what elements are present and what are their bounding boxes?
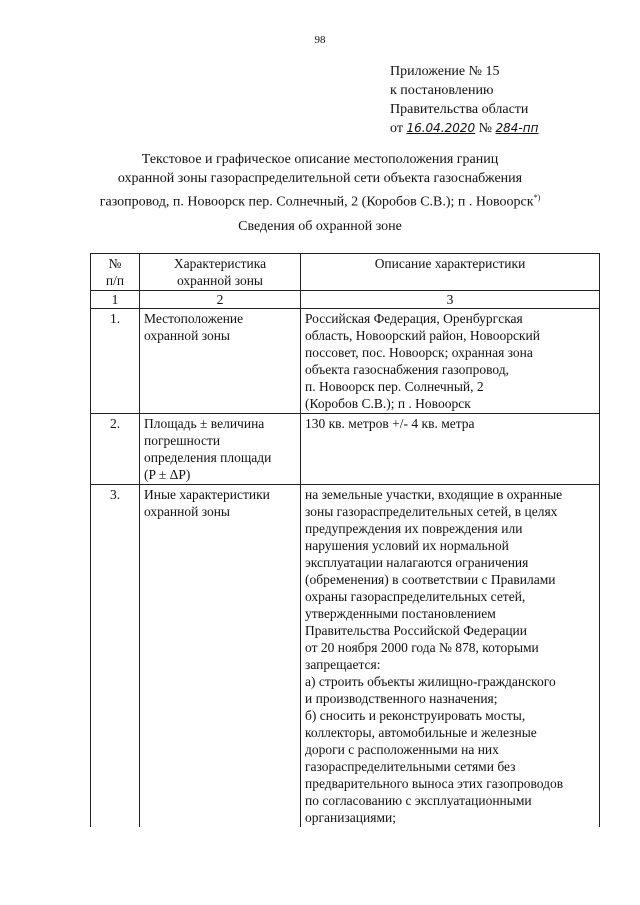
cell-line: (обременения) в соответствии с Правилами: [305, 572, 556, 587]
column-number: 1: [91, 291, 140, 309]
header-text: Характеристика: [173, 256, 267, 271]
row-characteristic: [140, 485, 301, 828]
cell-line: предупреждения их повреждения или: [305, 521, 523, 536]
cell-line: предварительного выноса этих газопроводов: [305, 776, 564, 791]
cell-line: газораспределительными сетями без: [305, 759, 516, 774]
header-text: п/п: [105, 273, 125, 288]
table-row: [91, 485, 600, 828]
column-number: 3: [301, 291, 600, 309]
date-prefix: от: [390, 121, 403, 136]
title-line-text: газопровод, п. Новоорск пер. Солнечный, 2 (Коробов С.В.); п . Новоорск: [99, 194, 534, 210]
header-cell-description: [301, 254, 600, 291]
table-row: [91, 309, 600, 414]
title-line: охранной зоны газораспределительной сети объекта газоснабжения: [117, 171, 523, 186]
cell-line: Правительства Российской Федерации: [305, 623, 527, 638]
cell-line: Местоположение: [144, 311, 244, 326]
cell-line: 130 кв. метров +/- 4 кв. метра: [305, 416, 475, 431]
document-title: [60, 150, 580, 212]
appendix-block: [390, 62, 538, 138]
cell-line: Площадь ± величина: [144, 416, 265, 431]
page-number: 98: [314, 34, 326, 46]
header-text: охранной зоны: [176, 273, 263, 288]
row-number: 2.: [91, 414, 140, 485]
cell-line: зоны газораспределительных сетей, в целях: [305, 504, 558, 519]
cell-line: по согласованию с эксплуатационными: [305, 793, 532, 808]
cell-line: (P ± ΔP): [144, 467, 191, 482]
cell-line: утвержденными постановлением: [305, 606, 496, 621]
row-number: 3.: [91, 485, 140, 828]
cell-line: а) строить объекты жилищно-гражданского: [305, 674, 556, 689]
table-header-row: [91, 254, 600, 291]
title-line: Текстовое и графическое описание местоположения границ: [141, 152, 499, 167]
header-text: Описание характеристики: [374, 256, 526, 271]
cell-line: дороги с расположенными на них: [305, 742, 499, 757]
row-description: [301, 414, 600, 485]
row-description: [301, 485, 600, 828]
appendix-line: Правительства области: [390, 102, 529, 117]
cell-line: от 20 ноября 2000 года № 878, которыми: [305, 640, 539, 655]
cell-line: (Коробов С.В.); п . Новоорск: [305, 396, 471, 411]
cell-line: организациями;: [305, 810, 396, 825]
cell-line: охранной зоны: [144, 328, 231, 343]
cell-line: на земельные участки, входящие в охранные: [305, 487, 563, 502]
row-characteristic: [140, 414, 301, 485]
table-row: [91, 414, 600, 485]
column-number: 2: [140, 291, 301, 309]
footnote-mark: *): [533, 193, 541, 202]
cell-line: и производственного назначения;: [305, 691, 498, 706]
cell-line: б) сносить и реконструировать мосты,: [305, 708, 526, 723]
cell-line: определения площади: [144, 450, 272, 465]
appendix-line: к постановлению: [390, 83, 494, 98]
cell-line: п. Новоорск пер. Солнечный, 2: [305, 379, 484, 394]
zone-info-table: [90, 253, 600, 827]
cell-line: эксплуатации налагаются ограничения: [305, 555, 529, 570]
title-line: [60, 188, 580, 212]
header-cell-number: [91, 254, 140, 291]
section-subtitle: Сведения об охранной зоне: [238, 219, 402, 234]
cell-line: нарушения условий их нормальной: [305, 538, 509, 553]
cell-line: объекта газоснабжения газопровод,: [305, 362, 509, 377]
cell-line: Иные характеристики: [144, 487, 270, 502]
cell-line: охранной зоны: [144, 504, 231, 519]
cell-line: запрещается:: [305, 657, 381, 672]
cell-line: охраны газораспределительных сетей,: [305, 589, 526, 604]
number-sign: №: [478, 121, 493, 136]
cell-line: погрешности: [144, 433, 221, 448]
row-number: 1.: [91, 309, 140, 414]
appendix-date-line: [390, 119, 538, 138]
handwritten-number: 284-пп: [495, 121, 539, 135]
column-number-row: [91, 291, 600, 309]
header-cell-characteristic: [140, 254, 301, 291]
cell-line: область, Новоорский район, Новоорский: [305, 328, 540, 343]
row-description: [301, 309, 600, 414]
header-text: №: [108, 256, 122, 271]
cell-line: коллекторы, автомобильные и железные: [305, 725, 537, 740]
cell-line: поссовет, пос. Новоорск; охранная зона: [305, 345, 533, 360]
row-characteristic: [140, 309, 301, 414]
appendix-line: Приложение № 15: [390, 64, 500, 79]
handwritten-date: 16.04.2020: [406, 121, 476, 135]
cell-line: Российская Федерация, Оренбургская: [305, 311, 523, 326]
